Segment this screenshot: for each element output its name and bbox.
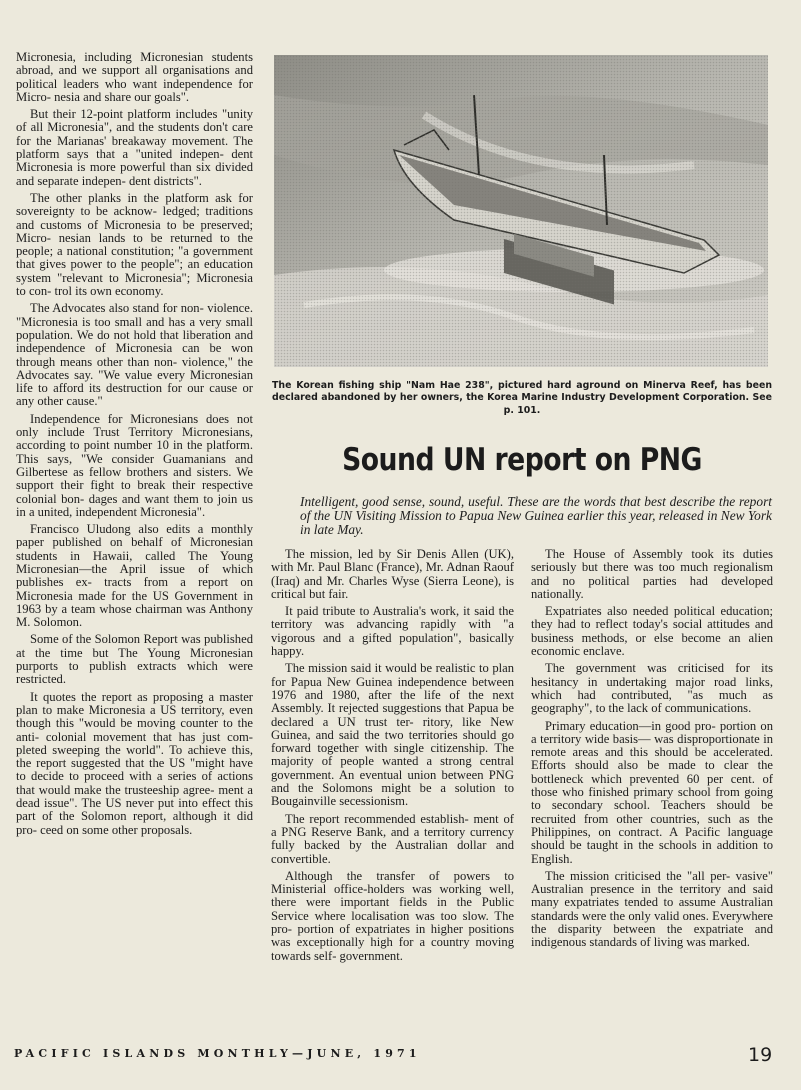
paragraph: The Advocates also stand for non- violence. "Micronesia is too small and has a very small population. We do not hold that liberation and independence of Micronesia can be won through means other than non- violence," the Advocates say. "We value every Micronesian life to afford its destruction for our cause or any other cause." xyxy=(16,301,253,409)
right-article-column xyxy=(531,548,773,954)
publication-footer: PACIFIC ISLANDS MONTHLY—JUNE, 1971 xyxy=(14,1047,421,1060)
article-standfirst: Intelligent, good sense, sound, useful. These are the words that best describe the report of the UN Visiting Mission to Papua New Guinea earlier this year, released in New York in late May. xyxy=(300,494,772,537)
ship-aground-image xyxy=(274,55,768,367)
paragraph: Expatriates also needed political education; they had to reflect today's social attitudes and business methods, or else become an alien economic enclave. xyxy=(531,604,773,659)
paragraph: Francisco Uludong also edits a monthly paper published on behalf of Micronesian students in Hawaii, called The Young Micronesian—the April issue of which publishes ex- tracts from a report on Micronesia made for the US Government in 1963 by a team whose chairman was Anthony M. Solomon. xyxy=(16,522,253,630)
paragraph: The House of Assembly took its duties seriously but there was too much regionalism and no political parties had developed nationally. xyxy=(531,547,773,601)
paragraph: It quotes the report as proposing a master plan to make Micronesia a US territory, even though this "would be moving counter to the anti- colonial movement that has just com- pleted sweeping the world". To achieve this, the report suggested that the US "might have to decide to proceed with a series of actions that would make the trusteeship agree- ment a dead issue". The US never put into effect this part of the Solomon report, although it did pro- ceed on some other proposals. xyxy=(16,689,253,837)
paragraph: But their 12-point platform includes "unity of all Micronesia", and the students don't care for the Marianas' breakaway movement. The platform says that a "united indepen- dent Micronesia is more powerful than six divided and separate indepen- dent districts". xyxy=(16,107,253,188)
paragraph: The mission, led by Sir Denis Allen (UK), with Mr. Paul Blanc (France), Mr. Adnan Raouf (Iraq) and Mr. Charles Wyse (Sierra Leone), is critical but fair. xyxy=(271,547,514,601)
photo-caption: The Korean fishing ship "Nam Hae 238", pictured hard aground on Minerva Reef, has been declared abandoned by her owners, the Korea Marine Industry Development Corporation. See p. 101. xyxy=(272,380,772,416)
paragraph: Although the transfer of powers to Ministerial office-holders was working well, there were important fields in the Public Service where localisation was too slow. The pro- portion of expatriates in higher positions was exceptionally high for a country moving towards self- government. xyxy=(271,868,514,963)
paragraph: The other planks in the platform ask for sovereignty to be acknow- ledged; traditions and customs of Micronesia to be preserved; Micro- nesian lands to be returned to the people; a national constitution; "a government that gives power to the people"; an education system "relevant to Micronesia"; Micronesia to con- trol its own economy. xyxy=(16,190,253,299)
article-headline: Sound UN report on PNG xyxy=(342,442,702,478)
paragraph: The mission said it would be realistic to plan for Papua New Guinea independence between 1976 and 1980, after the life of the next Assembly. It rejected suggestions that Papua be declared a UN trust ter- ritory, like New Guinea, and said the two territories should go forward together with single citizenship. The majority of people wanted a strong central government. An eventual union between PNG and the Solomons might be a solution to Bougainville secessionism. xyxy=(271,661,514,809)
paragraph: Micronesia, including Micronesian students abroad, and we support all organisations and political leaders who want independence for Micro- nesia and share our goals". xyxy=(16,50,253,104)
ship-photo xyxy=(274,55,768,367)
paragraph: Primary education—in good pro- portion on a territory wide basis— was disproportionate in remote areas and this should be accelerated. Efforts should also be made to clear the bottleneck which prevented 60 per cent. of those who finished primary school from going to secondary school. Teachers should be recruited from other countries, such as the Philippines, on contract. A Pacific language should be taught in the schools in addition to English. xyxy=(531,718,773,866)
left-article-column xyxy=(16,51,253,841)
paragraph: The mission criticised the "all per- vasive" Australian presence in the territory and said many expatriates tended to assume Australian standards were the only valid ones. Everywhere the disparity between the expatriate and indigenous standards of living was marked. xyxy=(531,868,773,950)
page-number: 19 xyxy=(748,1044,773,1066)
paragraph: Some of the Solomon Report was published at the time but The Young Micronesian purports to publish extracts which were restricted. xyxy=(16,632,253,687)
paragraph: It paid tribute to Australia's work, it said the territory was advancing rapidly with "a vigorous and a gifted population", basically happy. xyxy=(271,604,514,659)
paragraph: The government was criticised for its hesitancy in undertaking major road links, which had contributed, "as much as geography", to the lack of communications. xyxy=(531,661,773,716)
paragraph: The report recommended establish- ment of a PNG Reserve Bank, and a territory currency fully backed by the Australian dollar and convertible. xyxy=(271,811,514,866)
middle-article-column xyxy=(271,548,514,967)
paragraph: Independence for Micronesians does not only include Trust Territory Micronesians, according to point number 10 in the platform. This says, "We consider Guamanians and Gilbertese as fellow brothers and sisters. We support their fight to break their respective colonial bon- dages and want them to join us in a united, independent Micronesia". xyxy=(16,411,253,519)
